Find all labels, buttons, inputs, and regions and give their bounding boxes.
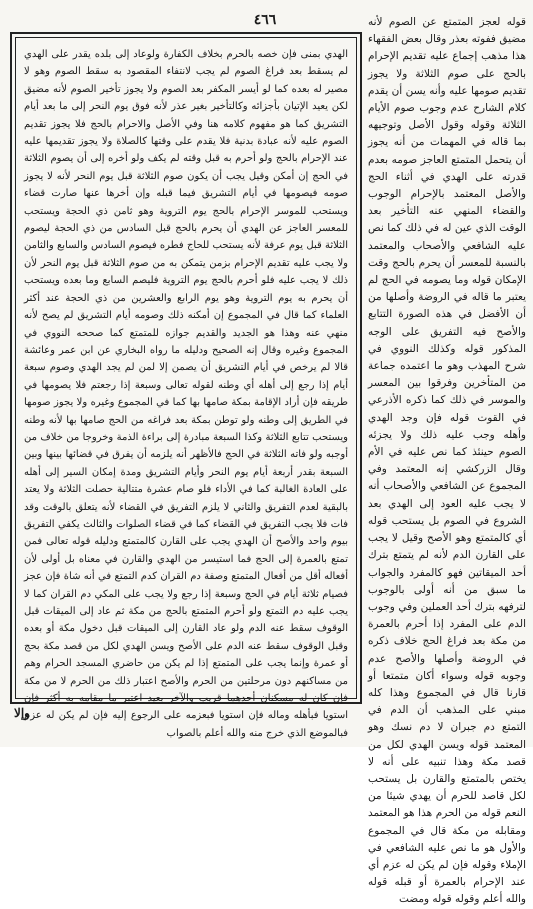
- catchword: وإلا: [14, 706, 30, 720]
- page-number: ٤٦٦: [253, 12, 277, 28]
- marginal-commentary-text: قوله لعجز المتمتع عن الصوم لأنه مضيق ففوته بعذر وقال بعض الفقهاء هذا مذهب إجماع عليه تقديم الإحرام بالحج على صوم الثلاثة ولا يجوز تقديم صومها عليه وأنه يسن أن يقدم كلام الشارح عدم وجوب صوم الأيام الثلاثة وقوله وقول الأصل وتوجيهه بما قاله في المهمات من أنه يجوز أن يتحمل المتمتع العاجز صومه بعدم قدرته على الهدي في أثناء الحج والأصل المعتمد بالإحرام الوجوب والقضاء المنهي عنه التأخير بعد الوقت الذي عين له في ذلك كما نص عليه الشافعي والأصحاب والمعتمد بالنسبة للمعسر أن يحرم بالحج وقت الإمكان قوله وما يصومه في الحج لم يعتبر ما قاله في الروضة وأصلها من أن الأفضل في هذه الصورة التتابع والأصح فيه التفريق على الوجه المذكور قوله وكذلك النووي في شرح المهذب وهو ما اعتمده جماعة من المتأخرين وفرقوا بين المعسر والموسر في ذلك كما ذكره الأذرعي في القوت قوله فإن وجد الهدي وأهله وجب عليه ذلك ولا يجزئه الصوم حينئذ كما نص عليه في الأم وقال الزركشي إنه المعتمد وفي المجموع عن الشافعي والأصحاب أنه لا يجب عليه العود إلى الهدي بعد الشروع في الصوم بل يستحب قوله أي كالمتمتع وهو الأصح وقيل لا يجب على القارن الدم لأنه لم يتمتع بترك أحد الميقاتين فهو كالمفرد والجواب ما سبق من أنه أولى بالوجوب لترفهه بترك أحد العملين وفي وجوب الدم على المفرد إذا أحرم بالعمرة من مكة بعد فراغ الحج خلاف ذكره في الروضة وأصلها والأصح عدم وجوبه قوله وسواء أكان متمتعا أو قارنا قال في المجموع وهذا كله مبني على المذهب أن الدم في التمتع دم جبران لا دم نسك وهو المعتمد قوله ويسن الهدي لكل من قصد مكة وهذا تنبيه على أنه لا يختص بالمتمتع والقارن بل يستحب لكل قاصد للحرم أن يهدي شيئا من النعم قوله من الحرم هذا هو المعتمد ومقابله من مكة قال في المجموع والأول هو ما نص عليه الشافعي في الإملاء وقوله فإن لم يكن له عزم أي عند الإحرام بالعمرة أو قبله قوله والله أعلم وقوله قوله ومضت: [368, 16, 526, 906]
- main-text-body: الهدي بمنى فإن خصه بالحرم بخلاف الكفارة ولوعاد إلى بلده يقدر على الهدي لم يسقط بعد فراغ الصوم لم يجب لانتفاء المقصود به سقط الصوم وهو لا مصير له بعده كما لو أيسر المكفر بعد الصوم ولا يجوز تأخير الصوم لأنه مضيق لكن يعيد الإتيان بأجزائه وكالتأخير بغير عذر لأنه فوق يوم النحر إلى ما بعد أيام التشريق كما هو مفهوم كلامه هنا وفي الأصل والاحرام بالحج فلا يجوز تقديم الصوم عليه لأنه عبادة بدنية فلا يقدم على وقتها كالصلاة ولا يجوز تقديمها عليه عند الإحرام بالحج ولو أحرم به قبل وقته لم يكف ولو أخره إلى أن يصوم الثلاثة في الحج إن أمكن وقيل يجب أن يكون صوم الثلاثة قبل يوم النحر لأنه لا يجوز صومه فيصومها في أيام التشريق فيما قبله وإن أخرها عنها صارت قضاء ويستحب للموسر الإحرام بالحج يوم التروية وهو ثامن ذي الحجة ويستحب للمعسر العاجز عن الهدي أن يحرم بالحج قبل السادس من ذي الحجة ليصوم الثلاثة قبل يوم عرفة لأنه يستحب للحاج فطره فيصوم السادس والسابع والثامن ولا يجب عليه تقديم الإحرام بزمن يتمكن به من صوم الثلاثة قبل يوم النحر لأن ذلك لا يجب عليه فلو أحرم بالحج يوم التروية فليصم السابع وما بعده ويستحب أن يحرم به يوم التروية وهو يوم الرابع والعشرين من ذي الحجة عند أكثر العلماء كما قال في المجموع إن أمكنه ذلك وصومه أيام التشريق لم يصح لأنه منهي عنه وهذا هو الجديد والقديم جوازه للمتمتع كما صححه النووي في المجموع وغيره وقال إنه الصحيح ودليله ما رواه البخاري عن ابن عمر وعائشة قالا لم يرخص في أيام التشريق أن يصمن إلا لمن لم يجد الهدي وصوم سبعة أيام إذا رجع إلى أهله أي وطنه لقوله تعالى وسبعة إذا رجعتم فلا يصومها في طريقه فإن أراد الإقامة بمكة صامها بها كما في المجموع وغيره ولا يجوز صومها في الطريق إلى وطنه ولو توطن بمكة بعد فراغه من الحج صامها بها لأنه وطنه ويستحب تتابع الثلاثة وكذا السبعة مبادرة إلى براءة الذمة وخروجا من خلاف من أوجبه ولو فاته الثلاثة في الحج فالأظهر أنه يلزمه أن يفرق في قضائها بينها وبين السبعة بقدر أربعة أيام يوم النحر وأيام التشريق ومدة إمكان السير إلى أهله على العادة الغالبة كما في الأداء فلو صام عشرة متتالية حصلت الثلاثة ولا يعتد بالبقية لعدم التفريق والثاني لا يلزم التفريق في القضاء لأنه يتعلق بالوقت وقد فات فلا يجب التفريق في القضاء كما في قضاء الصلوات والثالث يكفي التفريق بيوم واحد والأصح أن الهدي يجب على القارن كالمتمتع ودليله قوله تعالى فمن تمتع بالعمرة إلى الحج فما استيسر من الهدي والقارن في معناه بل أولى لأن أفعاله أقل من أفعال المتمتع وصفة دم القران كدم التمتع في أنه شاة فإن عجز فصيام ثلاثة أيام في الحج وسبعة إذا رجع ولا يجب على المكي دم القران كما لا يجب عليه دم التمتع ولو أحرم المتمتع بالحج من مكة ثم عاد إلى الميقات قبل الوقوف سقط عنه الدم ولو عاد القارن إلى الميقات قبل دخول مكة أو بعده وقبل الوقوف سقط عنه الدم على الأصح ويسن الهدي لكل من قصد مكة بحج أو عمرة وإنما يجب على المتمتع إذا لم يكن من حاضري المسجد الحرام وهم من مساكنهم دون مرحلتين من الحرم والأصح اعتبار ذلك من الحرم لا من مكة فإن كان له مسكنان أحدهما قريب والآخر بعيد اعتبر ما مقامه به أكثر فإن استويا فبأهله وماله فإن استويا فبعزمه على الرجوع إليه فإن لم يكن له عزم فبالموضع الذي خرج منه والله أعلم بالصواب: [24, 49, 348, 739]
- main-text: [24, 46, 348, 739]
- marginal-commentary: [368, 14, 526, 906]
